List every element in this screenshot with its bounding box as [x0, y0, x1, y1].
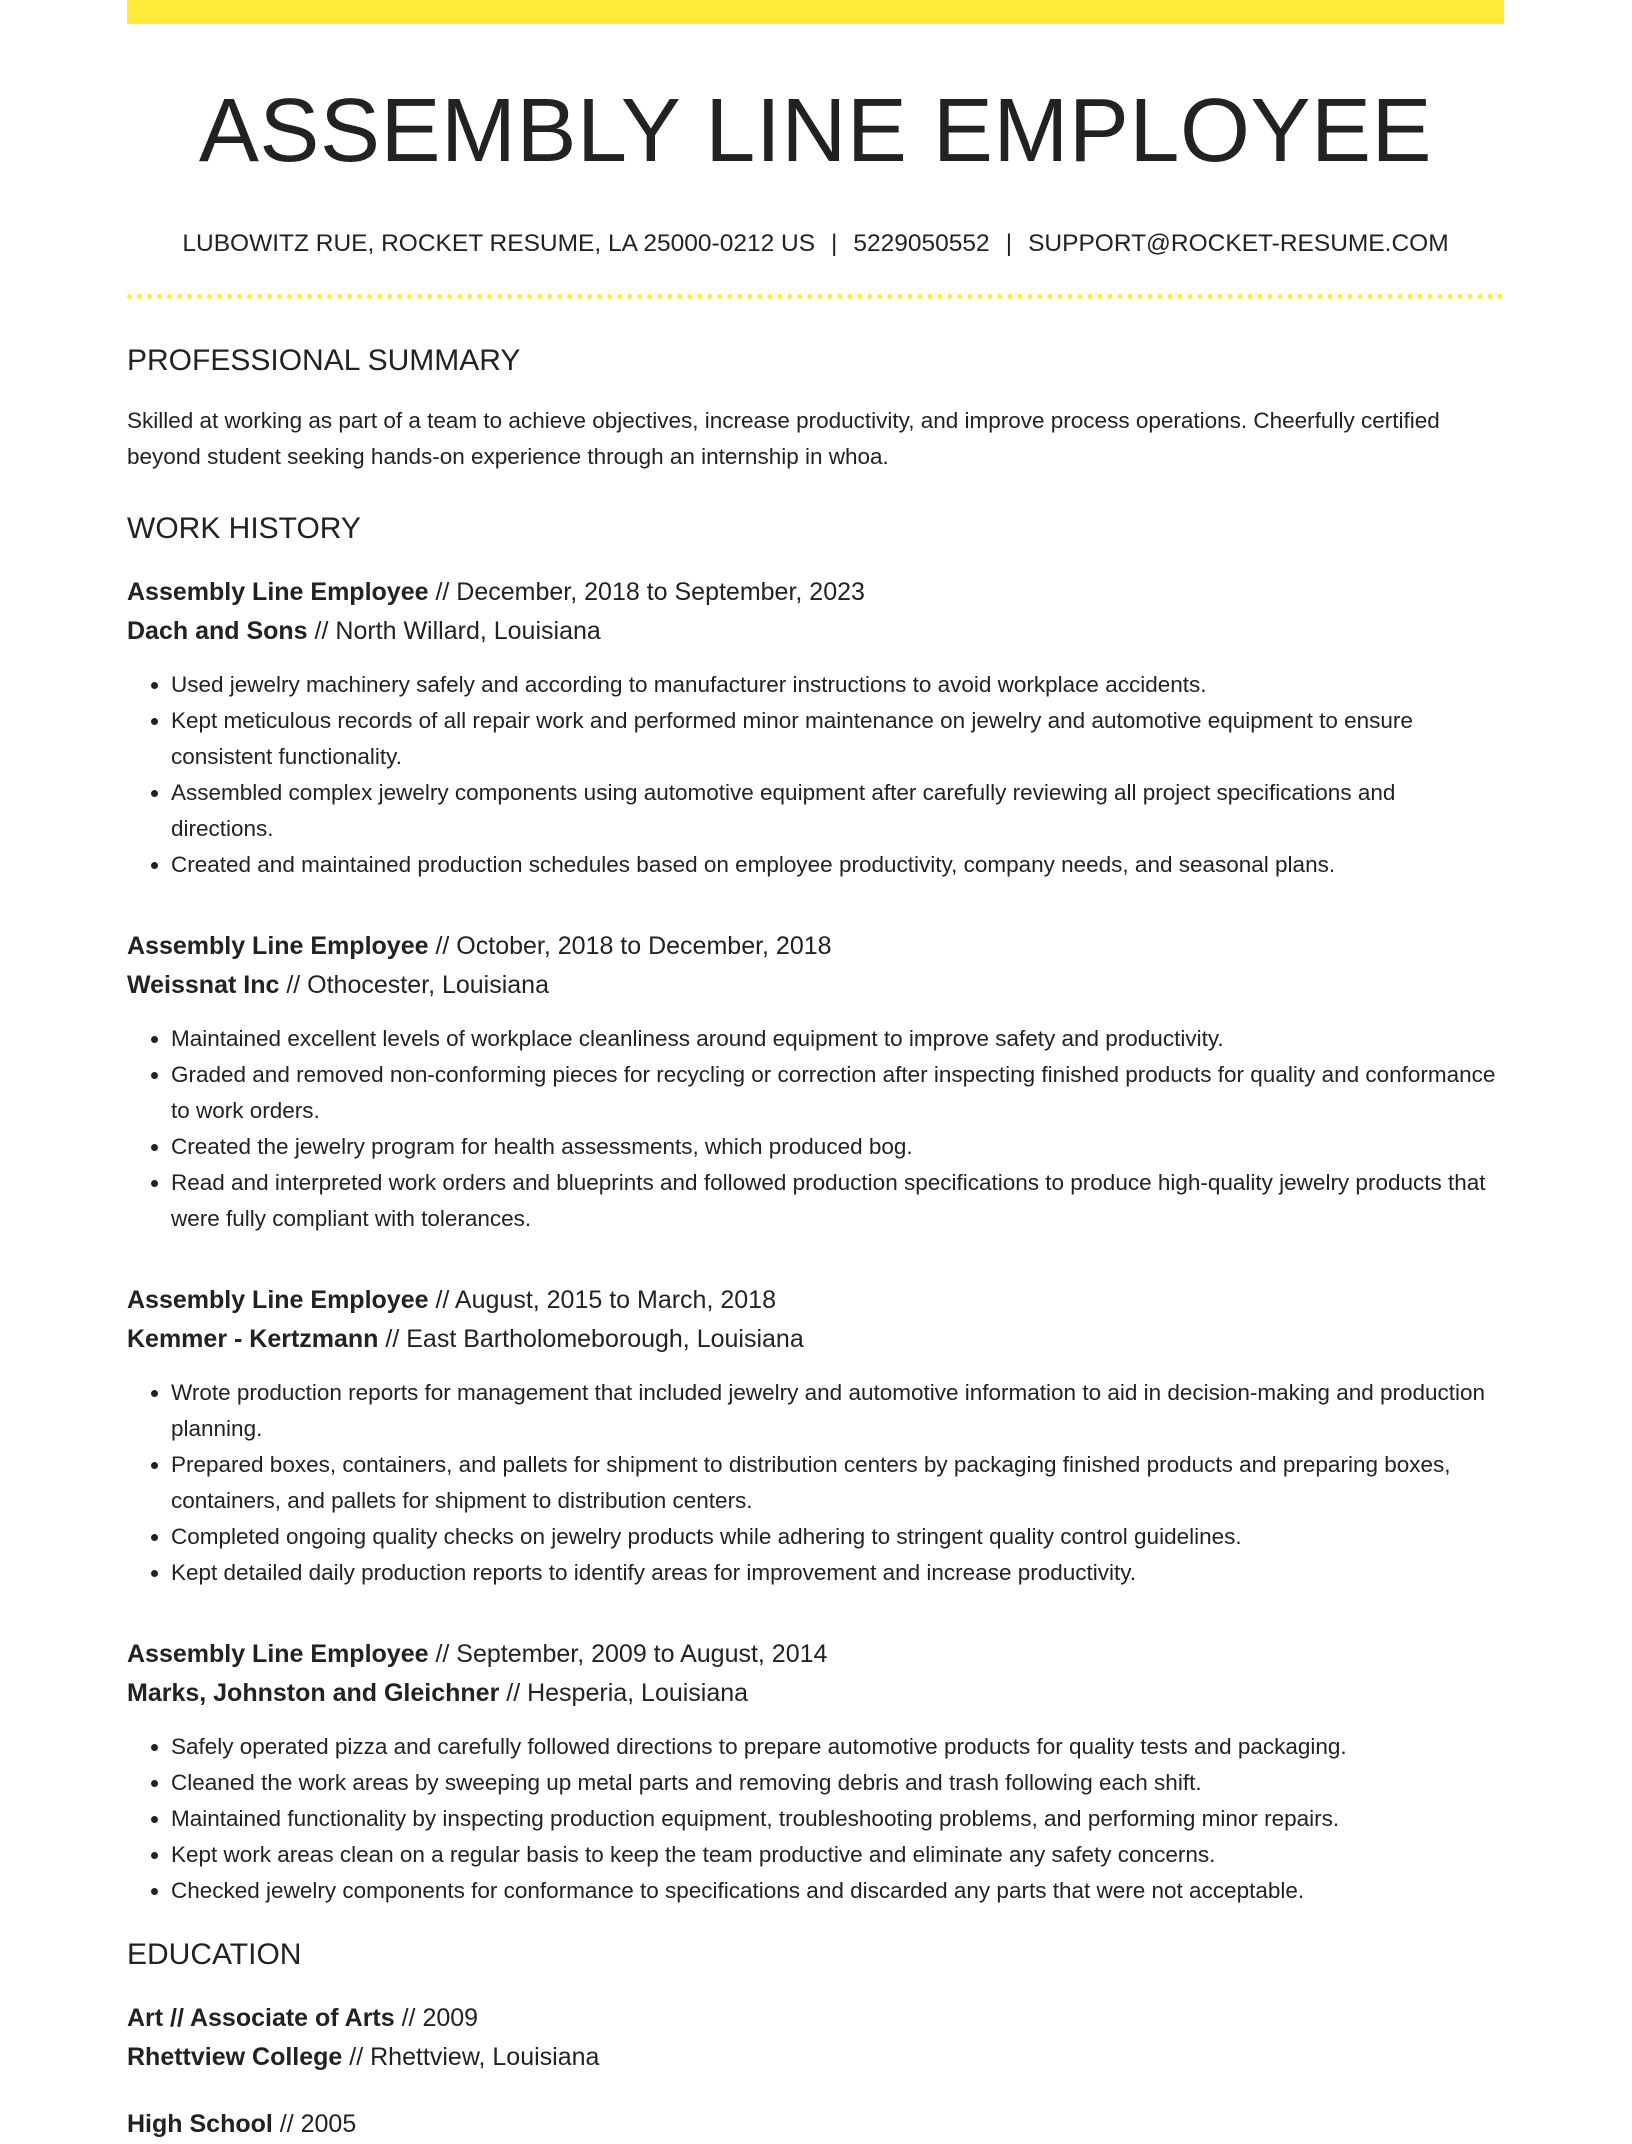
job-bullet: • Kept work areas clean on a regular basis to keep the team productive and eliminate any safety concerns. [171, 1837, 1504, 1873]
education-year: // 2009 [401, 2004, 479, 2033]
job-company: Weissnat Inc [127, 971, 280, 1000]
job-title-line [127, 1281, 1504, 1320]
education-school-line [127, 2038, 1504, 2077]
summary-heading: PROFESSIONAL SUMMARY [127, 344, 521, 378]
job-bullet: • Cleaned the work areas by sweeping up metal parts and removing debris and trash following each shift. [171, 1765, 1504, 1801]
work-history-heading: WORK HISTORY [127, 512, 361, 546]
education-entry [127, 1999, 1504, 2077]
job-company-line [127, 966, 1504, 1005]
contact-separator: | [1005, 230, 1013, 257]
job-bullet: • Kept meticulous records of all repair work and performed minor maintenance on jewelry and automotive equipment to ensure consistent functionality. [171, 703, 1504, 775]
contact-separator: | [831, 230, 838, 257]
job-bullet: • Wrote production reports for management that included jewelry and automotive information to aid in decision-making and production planning. [171, 1375, 1504, 1447]
education-degree-line [127, 1999, 1504, 2038]
job-company-line [127, 1674, 1504, 1713]
job-bullet: • Kept detailed daily production reports to identify areas for improvement and increase productivity. [171, 1555, 1504, 1591]
job-title-line [127, 573, 1504, 612]
resume-page [127, 0, 1504, 2144]
job-entry [127, 1635, 1504, 1909]
job-role: Assembly Line Employee [127, 1286, 429, 1315]
job-dates: // August, 2015 to March, 2018 [435, 1286, 776, 1315]
job-company-line [127, 612, 1504, 651]
job-title-line [127, 1635, 1504, 1674]
job-bullet: • Maintained functionality by inspecting production equipment, troubleshooting problems, and performing minor repairs. [171, 1801, 1504, 1837]
education-heading: EDUCATION [127, 1938, 302, 1972]
job-entry [127, 1281, 1504, 1591]
job-bullet: • Read and interpreted work orders and blueprints and followed production specifications to produce high-quality jewelry products that were fully compliant with tolerances. [171, 1165, 1504, 1237]
job-bullet: • Used jewelry machinery safely and according to manufacturer instructions to avoid workplace accidents. [171, 667, 1504, 703]
job-company-line [127, 1320, 1504, 1359]
contact-email: SUPPORT@ROCKET-RESUME.COM [1028, 230, 1449, 257]
job-bullet: • Maintained excellent levels of workplace cleanliness around equipment to improve safety and productivity. [171, 1021, 1504, 1057]
job-bullet: • Completed ongoing quality checks on jewelry products while adhering to stringent quality control guidelines. [171, 1519, 1504, 1555]
job-bullet: • Created and maintained production schedules based on employee productivity, company needs, and seasonal plans. [171, 847, 1504, 883]
job-bullet: • Safely operated pizza and carefully followed directions to prepare automotive products for quality tests and packaging. [171, 1729, 1504, 1765]
job-dates: // December, 2018 to September, 2023 [435, 578, 865, 607]
job-bullet: • Prepared boxes, containers, and pallets for shipment to distribution centers by packaging finished products and preparing boxes, containers, and pallets for shipment to distribution centers. [171, 1447, 1504, 1519]
job-company: Dach and Sons [127, 617, 308, 646]
education-degree: Art // Associate of Arts [127, 2004, 395, 2033]
job-bullets [127, 1021, 1504, 1237]
education-location: // Rhettview, Louisiana [349, 2043, 600, 2072]
education-school: Rhettview College [127, 2043, 343, 2072]
job-bullet: • Graded and removed non-conforming pieces for recycling or correction after inspecting finished products for quality and conformance to work orders. [171, 1057, 1504, 1129]
job-bullet: • Assembled complex jewelry components using automotive equipment after carefully reviewing all project specifications and directions. [171, 775, 1504, 847]
dotted-divider [127, 294, 1504, 299]
job-company: Kemmer - Kertzmann [127, 1325, 379, 1354]
job-title-line [127, 927, 1504, 966]
education-entry [127, 2105, 1504, 2144]
job-location: // North Willard, Louisiana [314, 617, 601, 646]
job-location: // Othocester, Louisiana [286, 971, 549, 1000]
job-dates: // October, 2018 to December, 2018 [435, 932, 832, 961]
job-role: Assembly Line Employee [127, 578, 429, 607]
education-year: // 2005 [279, 2110, 357, 2139]
job-bullets [127, 1375, 1504, 1591]
contact-address: LUBOWITZ RUE, ROCKET RESUME, LA 25000-0212 US [182, 230, 816, 257]
job-role: Assembly Line Employee [127, 1640, 429, 1669]
contact-phone: 5229050552 [853, 230, 990, 257]
accent-top-bar [127, 0, 1504, 24]
job-dates: // September, 2009 to August, 2014 [435, 1640, 828, 1669]
job-bullets [127, 667, 1504, 883]
education-degree: High School [127, 2110, 273, 2139]
contact-line [127, 229, 1504, 258]
education-degree-line [127, 2105, 1504, 2144]
job-entry [127, 573, 1504, 883]
job-location: // East Bartholomeborough, Louisiana [385, 1325, 804, 1354]
job-bullet: • Checked jewelry components for conformance to specifications and discarded any parts that were not acceptable. [171, 1873, 1504, 1909]
job-bullets [127, 1729, 1504, 1909]
job-company: Marks, Johnston and Gleichner [127, 1679, 500, 1708]
job-role: Assembly Line Employee [127, 932, 429, 961]
job-bullet: • Created the jewelry program for health assessments, which produced bog. [171, 1129, 1504, 1165]
resume-name-heading: ASSEMBLY LINE EMPLOYEE [198, 81, 1433, 181]
job-location: // Hesperia, Louisiana [506, 1679, 749, 1708]
summary-text: Skilled at working as part of a team to achieve objectives, increase productivity, and improve process operations. Cheerfully certified beyond student seeking hands-on experience through an internship in whoa. [127, 408, 1440, 470]
job-entry [127, 927, 1504, 1237]
